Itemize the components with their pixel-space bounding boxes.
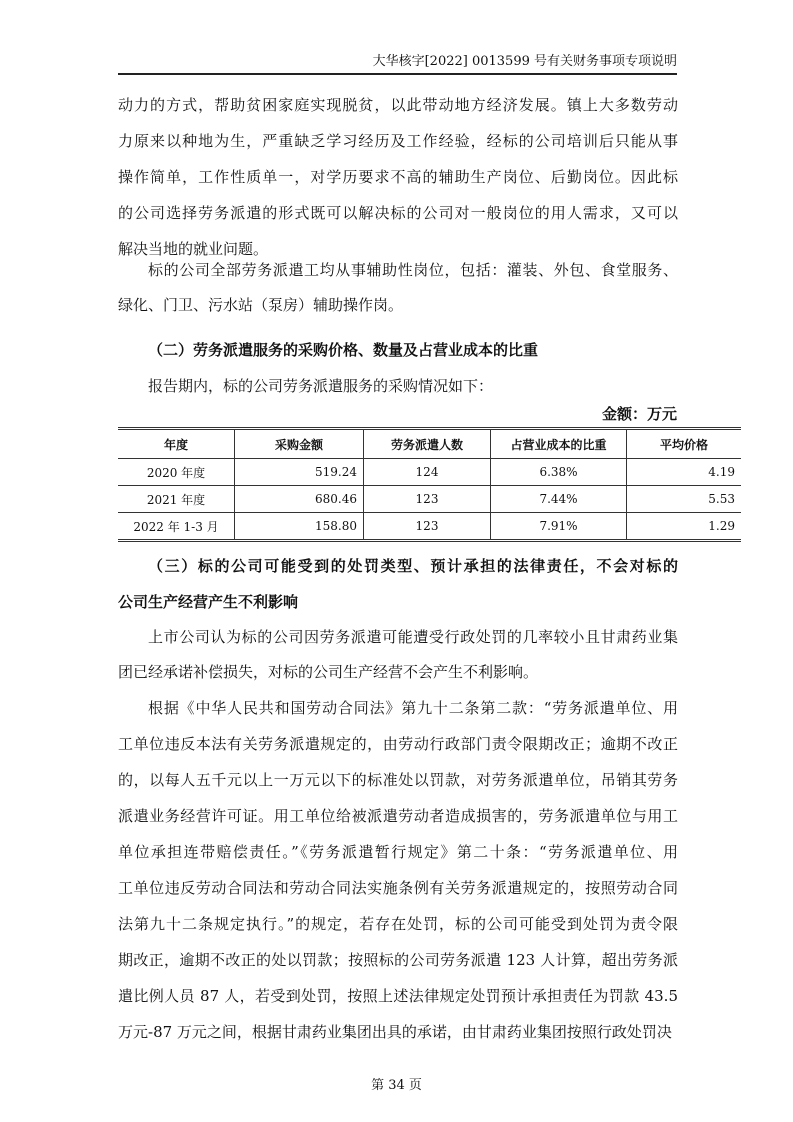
table-cell: 2021 年度 [118, 486, 235, 513]
table-cell: 5.53 [627, 486, 742, 513]
column-header: 劳务派遣人数 [364, 429, 491, 459]
text-line: 法第九十二条规定执行。”的规定，若存在处罚，标的公司可能受到处罚为责令限 [118, 915, 678, 933]
table-cell: 7.44% [491, 486, 627, 513]
heading-3 [118, 548, 678, 620]
labor-dispatch-table [118, 427, 741, 542]
column-header: 占营业成本的比重 [491, 429, 627, 459]
table-row [118, 459, 741, 486]
text-line: 团已经承诺补偿损失，对标的公司生产经营不会产生不利影响。 [118, 663, 539, 681]
text-line: 操作简单，工作性质单一，对学历要求不高的辅助生产岗位、后勤岗位。因此标 [118, 168, 678, 186]
text-line: 根据《中华人民共和国劳动合同法》第九十二条第二款：“劳务派遣单位、用 [148, 699, 678, 717]
para-5 [118, 690, 678, 1050]
text-line: 绿化、门卫、污水站（泵房）辅助操作岗。 [118, 296, 404, 314]
column-header: 年度 [118, 429, 235, 459]
column-header: 采购金额 [235, 429, 364, 459]
table-header-row [118, 429, 741, 459]
table-cell: 680.46 [235, 486, 364, 513]
para-4 [118, 620, 678, 690]
text-line: 单位承担连带赔偿责任。”《劳务派遣暂行规定》第二十条：“劳务派遣单位、用 [118, 843, 678, 861]
text-line: 上市公司认为标的公司因劳务派遣可能遭受行政处罚的几率较小且甘肃药业集 [148, 628, 678, 646]
table-cell: 2020 年度 [118, 459, 235, 486]
table-cell: 4.19 [627, 459, 742, 486]
table-cell: 124 [364, 459, 491, 486]
table-unit-label: 金额：万元 [601, 405, 677, 423]
text-line: 解决当地的就业问题。 [118, 240, 269, 258]
text-line: 工单位违反本法有关劳务派遣规定的，由劳动行政部门责令限期改正；逾期不改正 [118, 735, 678, 753]
para-3 [118, 370, 678, 402]
text-line: 万元-87 万元之间，根据甘肃药业集团出具的承诺，由甘肃药业集团按照行政处罚决 [118, 1023, 672, 1041]
text-line: （二）劳务派遣服务的采购价格、数量及占营业成本的比重 [148, 341, 539, 359]
text-line: 工单位违反劳动合同法和劳动合同法实施条例有关劳务派遣规定的，按照劳动合同 [118, 879, 678, 897]
text-line: 公司生产经营产生不利影响 [118, 593, 299, 611]
text-line: 遣比例人员 87 人，若受到处罚，按照上述法律规定处罚预计承担责任为罚款 43.5 [118, 987, 678, 1005]
text-line: 报告期内，标的公司劳务派遣服务的采购情况如下： [148, 377, 494, 395]
table-cell: 158.80 [235, 513, 364, 541]
table-cell: 1.29 [627, 513, 742, 541]
table-cell: 7.91% [491, 513, 627, 541]
text-line: 动力的方式，帮助贫困家庭实现脱贫，以此带动地方经济发展。镇上大多数劳动 [118, 96, 678, 114]
table-cell: 519.24 [235, 459, 364, 486]
table-cell: 123 [364, 486, 491, 513]
text-line: 标的公司全部劳务派遣工均从事辅助性岗位，包括：灌装、外包、食堂服务、 [148, 261, 678, 279]
para-1 [118, 87, 678, 267]
text-line: 派遣业务经营许可证。用工单位给被派遣劳动者造成损害的，劳务派遣单位与用工 [118, 807, 678, 825]
table-cell: 6.38% [491, 459, 627, 486]
text-line: 的公司选择劳务派遣的形式既可以解决标的公司对一般岗位的用人需求，又可以 [118, 204, 678, 222]
text-line: 的，以每人五千元以上一万元以下的标准处以罚款，对劳务派遣单位，吊销其劳务 [118, 771, 678, 789]
column-header: 平均价格 [627, 429, 742, 459]
table-row [118, 513, 741, 541]
table-cell: 2022 年 1-3 月 [118, 513, 235, 541]
header-rule [118, 73, 677, 75]
table-cell: 123 [364, 513, 491, 541]
text-line: 力原来以种地为生，严重缺乏学习经历及工作经验，经标的公司培训后只能从事 [118, 132, 678, 150]
table-row [118, 486, 741, 513]
text-line: 期改正，逾期不改正的处以罚款；按照标的公司劳务派遣 123 人计算，超出劳务派 [118, 951, 678, 969]
heading-2 [118, 334, 678, 366]
page-number: 第 34 页 [371, 1078, 422, 1093]
para-2 [118, 253, 678, 323]
document-header: 大华核字[2022] 0013599 号有关财务事项专项说明 [372, 54, 677, 69]
text-line: （三）标的公司可能受到的处罚类型、预计承担的法律责任，不会对标的 [148, 557, 678, 575]
